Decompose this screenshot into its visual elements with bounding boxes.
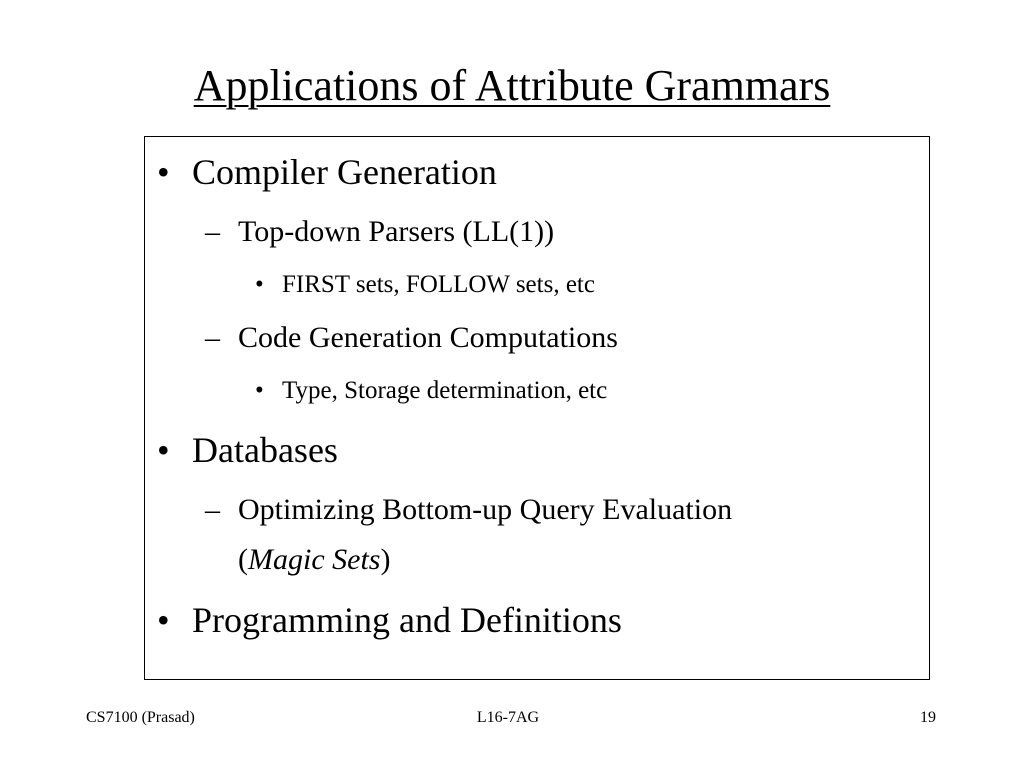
bullet-text: Databases <box>192 430 338 470</box>
bullet-marker: • <box>255 377 264 404</box>
bullet-text: Programming and Definitions <box>192 600 622 640</box>
slide-title-text: Applications of Attribute Grammars <box>193 61 831 110</box>
bullet-marker: • <box>157 430 170 470</box>
subbullet-text: Optimizing Bottom-up Query Evaluation <box>238 493 733 526</box>
dash-marker: – <box>205 215 220 248</box>
close-paren: ) <box>380 543 391 576</box>
magic-sets-italic: Magic Sets <box>248 543 381 576</box>
bullet-marker: • <box>157 152 170 192</box>
subsubbullet-text: FIRST sets, FOLLOW sets, etc <box>282 271 595 298</box>
bullet-marker: • <box>157 600 170 640</box>
slide-title <box>0 58 1024 114</box>
footer-page-number: 19 <box>920 709 936 726</box>
bullet-text: Compiler Generation <box>192 152 497 192</box>
subsubbullet-text: Type, Storage determination, etc <box>282 377 608 404</box>
subbullet-continuation-magic-sets <box>238 541 390 579</box>
open-paren: ( <box>238 543 248 576</box>
dash-marker: – <box>205 493 220 526</box>
footer-left: CS7100 (Prasad) <box>86 709 195 726</box>
dash-marker: – <box>205 321 220 354</box>
bullet-marker: • <box>255 271 264 298</box>
footer-center: L16-7AG <box>476 709 540 726</box>
subbullet-text: Top-down Parsers (LL(1)) <box>238 215 555 248</box>
subbullet-text: Code Generation Computations <box>238 321 618 354</box>
